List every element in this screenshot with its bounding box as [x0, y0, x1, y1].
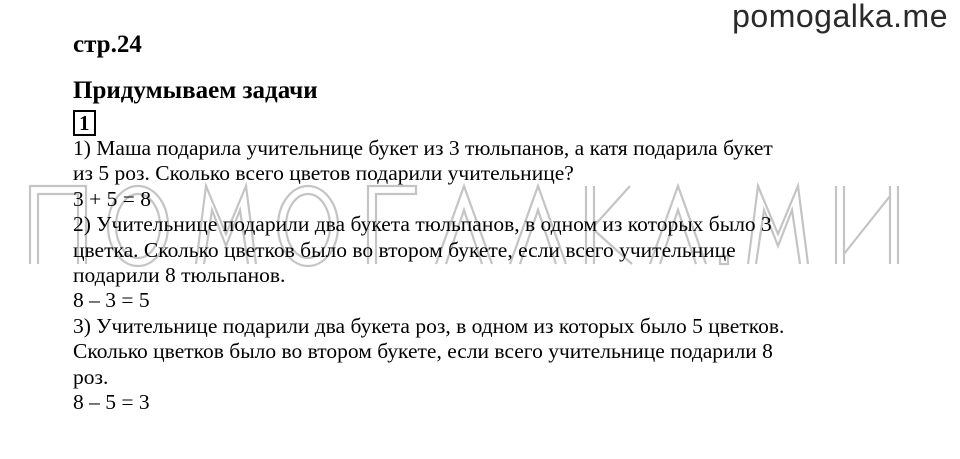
site-brand: pomogalka.me: [732, 0, 948, 34]
task-number-badge: 1: [73, 110, 96, 136]
problem-text-line: 1) Маша подарила учительнице букет из 3 тюльпанов, а катя подарила букет: [73, 136, 773, 160]
problem-equation: 8 – 3 = 5: [73, 288, 150, 313]
problem-text-line: подарили 8 тюльпанов.: [73, 263, 286, 288]
page-title: Придумываем задачи: [73, 77, 318, 104]
problem-text-line: 2) Учительнице подарили два букета тюльпанов, в одном из которых было 3: [73, 212, 772, 237]
problem-equation: 8 – 5 = 3: [73, 390, 150, 415]
page-reference: стр.24: [73, 31, 142, 58]
problem-text-line: 3) Учительнице подарили два букета роз, в одном из которых было 5 цветков.: [73, 313, 785, 338]
problem-2: [73, 212, 943, 314]
problem-1: [73, 136, 943, 212]
problem-text-line: Сколько цветков было во втором букете, если всего учительнице подарили 8: [73, 339, 773, 364]
problem-text-line: роз.: [73, 364, 109, 389]
problems-list: [73, 136, 943, 415]
problem-text-line: из 5 роз. Сколько всего цветов подарили учительнице?: [73, 161, 574, 186]
problem-equation: 3 + 5 = 8: [73, 186, 152, 211]
problem-text-line: цветка. Сколько цветков было во втором букете, если всего учительнице: [73, 237, 736, 262]
problem-3: [73, 314, 943, 416]
document-body: [73, 30, 943, 415]
